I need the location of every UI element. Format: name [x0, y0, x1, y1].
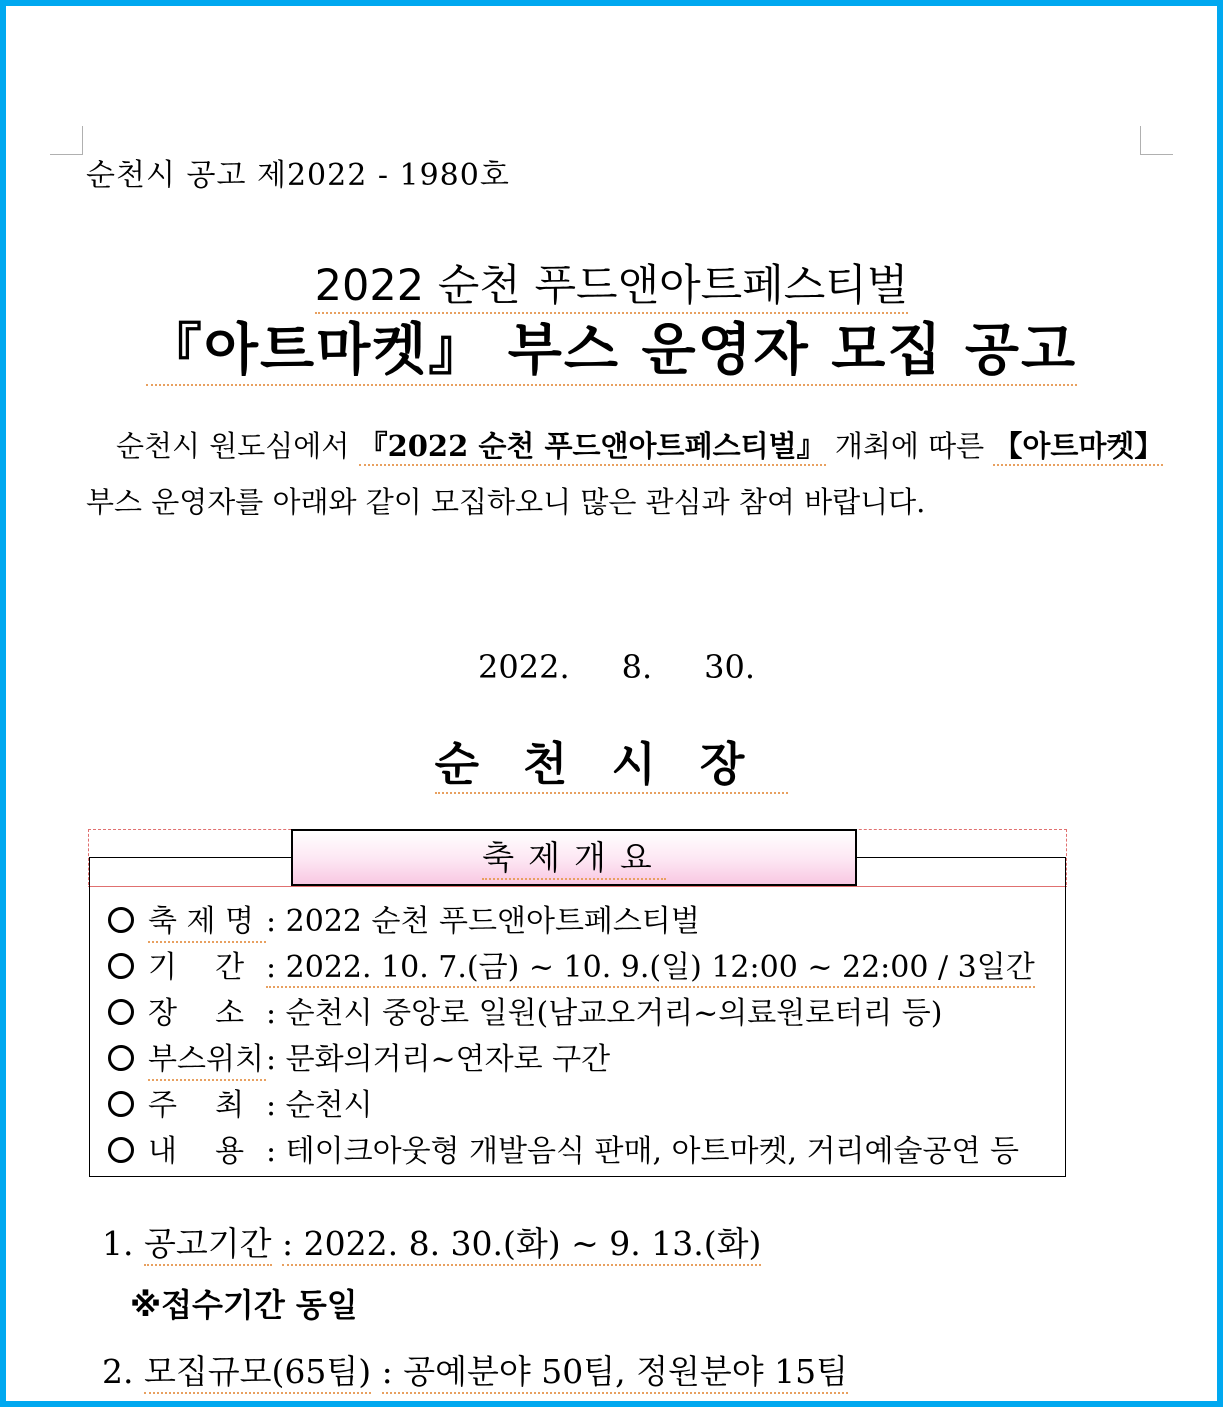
overview-row-content: 내 용 : 테이크아웃형 개발음식 판매, 아트마켓, 거리예술공연 등: [108, 1126, 1019, 1170]
item-reception-note: ※접수기간 동일: [130, 1286, 358, 1324]
overview-row-host: 주 최 : 순천시: [108, 1080, 373, 1124]
item-recruitment-scale: 2. 모집규모(65팀) : 공예분야 50팀, 정원분야 15팀: [102, 1346, 848, 1393]
festival-overview-title: 축제개요: [291, 829, 857, 886]
overview-row-location: 장 소 : 순천시 중앙로 일원(남교오거리~의료원로터리 등): [108, 988, 942, 1032]
circle-bullet-icon: [108, 1045, 134, 1071]
circle-bullet-icon: [108, 999, 134, 1025]
notice-number: 순천시 공고 제2022 - 1980호: [86, 158, 510, 193]
circle-bullet-icon: [108, 953, 134, 979]
circle-bullet-icon: [108, 1137, 134, 1163]
crop-mark-top-right: [1140, 126, 1173, 155]
issuer-mayor: 순천시장: [0, 728, 1223, 794]
section-guide-right: [1066, 829, 1067, 885]
overview-row-festival-name: 축 제 명 : 2022 순천 푸드앤아트페스티벌: [108, 896, 700, 943]
overview-row-booth-location: 부스위치: 문화의거리~연자로 구간: [108, 1034, 610, 1081]
crop-mark-top-left: [50, 126, 83, 155]
item-announcement-period: 1. 공고기간 : 2022. 8. 30.(화) ~ 9. 13.(화): [102, 1218, 761, 1265]
intro-line-2: 부스 운영자를 아래와 같이 모집하오니 많은 관심과 참여 바랍니다.: [86, 485, 926, 519]
title-line-2: 『아트마켓』 부스 운영자 모집 공고: [0, 306, 1223, 386]
announcement-date: 2022. 8. 30.: [478, 648, 756, 686]
overview-row-period: 기 간 : 2022. 10. 7.(금) ~ 10. 9.(일) 12:00 ~ 22:00 / 3일간: [108, 942, 1035, 986]
circle-bullet-icon: [108, 907, 134, 933]
intro-line-1: 순천시 원도심에서 『2022 순천 푸드앤아트페스티벌』 개최에 따른 【아트마켓】: [116, 424, 1166, 465]
title-line-1: 2022 순천 푸드앤아트페스티벌: [0, 252, 1223, 313]
circle-bullet-icon: [108, 1091, 134, 1117]
